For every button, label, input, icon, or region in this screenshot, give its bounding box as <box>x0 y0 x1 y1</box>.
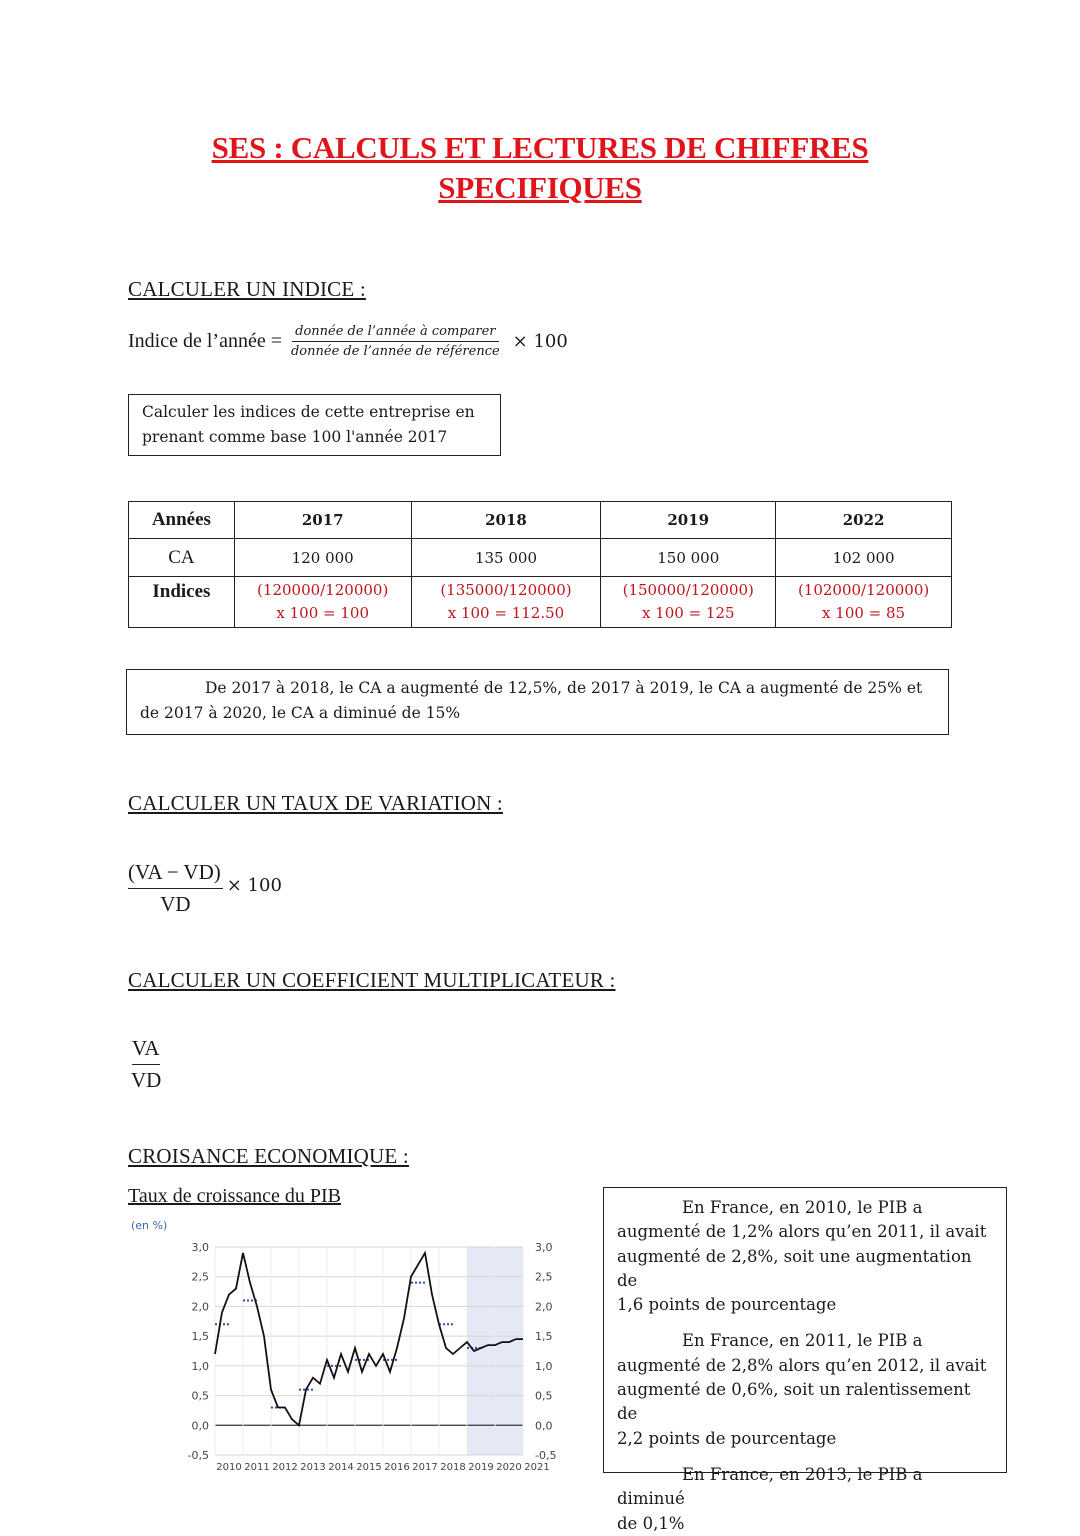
commentary-paragraph <box>617 1196 993 1317</box>
row-label-indices: Indices <box>129 577 235 628</box>
commentary-paragraph <box>617 1463 993 1536</box>
y-tick-label: 1,0 <box>191 1359 209 1373</box>
paragraph-line: 2,2 points de pourcentage <box>617 1428 837 1448</box>
x-axis <box>216 1462 549 1473</box>
taux-multiplier: × 100 <box>226 875 282 896</box>
y-tick-label: 0,5 <box>191 1389 209 1403</box>
paragraph-first-line: En France, en 2013, le PIB a diminué <box>617 1464 923 1509</box>
taux-fraction <box>128 860 223 917</box>
x-tick-label: 2013 <box>300 1462 326 1473</box>
indice-result: x 100 = 85 <box>822 604 906 622</box>
coef-formula <box>128 1036 164 1093</box>
x-tick-label: 2012 <box>272 1462 298 1473</box>
exercise-line-1: Calculer les indices de cette entreprise en <box>142 403 475 421</box>
y-tick-label: -0,5 <box>187 1449 209 1462</box>
indice-result: x 100 = 125 <box>641 604 735 622</box>
fraction-numerator: VA <box>132 1036 161 1065</box>
y-tick-label: 1,0 <box>535 1359 553 1373</box>
indice-fraction <box>288 324 503 359</box>
y-tick-label: 2,5 <box>535 1270 553 1284</box>
ca-cell: 150 000 <box>601 539 776 577</box>
page-title <box>0 128 1080 208</box>
y-tick-label: 0,5 <box>535 1389 553 1403</box>
fraction-numerator: (VA − VD) <box>128 860 223 889</box>
paragraph-line: augmenté de 2,8%, soit une augmentation de <box>617 1246 972 1290</box>
ca-cell: 102 000 <box>776 539 952 577</box>
row-label-ca: CA <box>129 539 235 577</box>
year-cell: 2019 <box>601 502 776 539</box>
y-axis-right <box>535 1241 556 1462</box>
x-tick-label: 2014 <box>328 1462 354 1473</box>
x-tick-label: 2017 <box>412 1462 438 1473</box>
year-cell: 2022 <box>776 502 952 539</box>
coef-heading: CALCULER UN COEFFICIENT MULTIPLICATEUR : <box>128 968 616 992</box>
table-row-indices <box>129 577 952 628</box>
title-line-1: SES : CALCULS ET LECTURES DE CHIFFRES <box>211 130 869 165</box>
x-tick-label: 2016 <box>384 1462 410 1473</box>
paragraph-line: de 0,1% <box>617 1513 685 1533</box>
paragraph-line: augmenté de 1,2% alors qu’en 2011, il avait <box>617 1222 987 1242</box>
indice-result: x 100 = 112.50 <box>447 604 565 622</box>
y-tick-label: 1,5 <box>191 1330 209 1344</box>
x-tick-label: 2018 <box>440 1462 466 1473</box>
year-cell: 2017 <box>234 502 411 539</box>
paragraph-line: augmenté de 0,6%, soit un ralentissement de <box>617 1380 971 1424</box>
paragraph-line: 1,6 points de pourcentage <box>617 1295 837 1315</box>
exercise-line-2: prenant comme base 100 l'année 2017 <box>142 428 448 446</box>
x-tick-label: 2011 <box>244 1462 270 1473</box>
indice-result: x 100 = 100 <box>276 604 369 622</box>
chart-title: Taux de croissance du PIB <box>128 1185 341 1207</box>
coef-fraction <box>128 1036 164 1093</box>
indice-cell <box>411 577 601 628</box>
y-tick-label: 0,0 <box>535 1419 553 1433</box>
title-line-2: SPECIFIQUES <box>438 170 642 205</box>
year-cell: 2018 <box>411 502 601 539</box>
fraction-denominator: VD <box>160 892 191 916</box>
y-tick-label: 0,0 <box>191 1419 209 1433</box>
ca-cell: 135 000 <box>411 539 601 577</box>
conclusion-line-2: de 2017 à 2020, le CA a diminué de 15% <box>140 704 461 722</box>
y-tick-label: 3,0 <box>535 1241 553 1254</box>
indice-formula <box>128 319 568 363</box>
x-tick-label: 2020 <box>496 1462 522 1473</box>
gdp-growth-chart <box>125 1213 565 1475</box>
y-axis-left <box>188 1241 209 1462</box>
indice-calc: (120000/120000) <box>257 581 389 599</box>
row-label-years: Années <box>129 502 235 539</box>
indice-cell <box>776 577 952 628</box>
commentary-box <box>603 1187 1007 1533</box>
indice-calc: (135000/120000) <box>440 581 572 599</box>
croissance-heading: CROISANCE ECONOMIQUE : <box>128 1144 409 1168</box>
fraction-denominator: VD <box>131 1068 162 1092</box>
indice-heading: CALCULER UN INDICE : <box>128 277 366 301</box>
y-tick-label: 1,5 <box>535 1330 553 1344</box>
table-row-years <box>129 502 952 539</box>
ca-table <box>128 501 952 628</box>
paragraph-line: augmenté de 2,8% alors qu’en 2012, il avait <box>617 1355 987 1375</box>
x-tick-label: 2021 <box>524 1462 550 1473</box>
formula-multiplier: × 100 <box>512 330 568 352</box>
fraction-denominator: donnée de l’année de référence <box>290 343 500 359</box>
indice-calc: (102000/120000) <box>797 581 930 599</box>
y-tick-label: 2,0 <box>535 1300 553 1314</box>
y-tick-label: 2,5 <box>191 1270 209 1284</box>
commentary-paragraph <box>617 1329 993 1450</box>
exercise-box <box>128 394 501 456</box>
formula-left: Indice de l’année = <box>128 329 282 352</box>
ca-cell: 120 000 <box>234 539 411 577</box>
paragraph-first-line: En France, en 2011, le PIB a <box>682 1331 923 1351</box>
conclusion-box <box>126 669 949 735</box>
taux-heading: CALCULER UN TAUX DE VARIATION : <box>128 791 503 815</box>
indice-cell <box>601 577 776 628</box>
conclusion-line-1: De 2017 à 2018, le CA a augmenté de 12,5%, de 2017 à 2019, le CA a augmenté de 25% et <box>205 679 923 697</box>
taux-formula <box>128 860 282 917</box>
paragraph-first-line: En France, en 2010, le PIB a <box>682 1198 923 1217</box>
indice-calc: (150000/120000) <box>622 581 754 599</box>
y-tick-label: -0,5 <box>535 1449 557 1462</box>
chart-unit-label: (en %) <box>131 1219 168 1232</box>
y-tick-label: 2,0 <box>191 1300 209 1314</box>
fraction-numerator: donnée de l’année à comparer <box>292 324 498 342</box>
indice-cell <box>234 577 411 628</box>
y-tick-label: 3,0 <box>191 1241 209 1254</box>
x-tick-label: 2010 <box>216 1462 242 1473</box>
x-tick-label: 2019 <box>468 1462 494 1473</box>
x-tick-label: 2015 <box>356 1462 382 1473</box>
table-row-ca <box>129 539 952 577</box>
